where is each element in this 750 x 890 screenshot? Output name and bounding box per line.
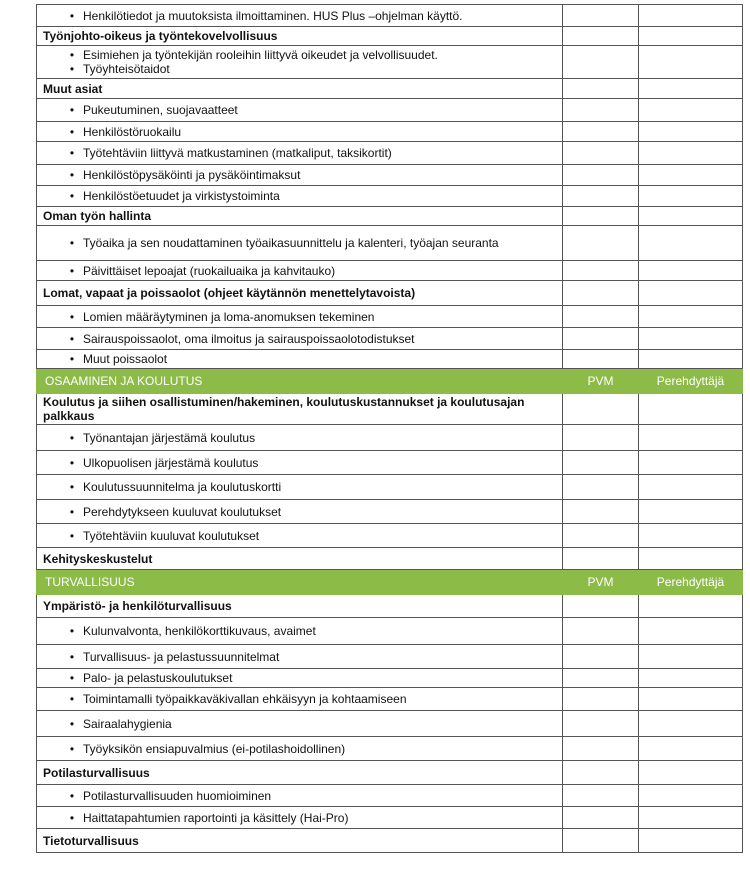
checklist-item-row bbox=[37, 350, 743, 369]
checklist-item-text: Henkilöstöruokailu bbox=[83, 124, 182, 139]
checklist-item-row bbox=[37, 500, 743, 524]
checklist-item-row bbox=[37, 186, 743, 207]
section-heading-row bbox=[37, 79, 743, 99]
instructor-cell bbox=[639, 669, 743, 688]
checklist-body bbox=[37, 5, 743, 853]
instructor-cell bbox=[639, 425, 743, 451]
checklist-item-text: Esimiehen ja työntekijän rooleihin liittyvä oikeudet ja velvollisuudet. bbox=[83, 48, 438, 62]
bullet-icon: • bbox=[69, 8, 75, 23]
bullet-icon: • bbox=[69, 189, 75, 203]
section-heading: Ympäristö- ja henkilöturvallisuus bbox=[37, 595, 563, 618]
instructor-cell bbox=[639, 688, 743, 711]
section-heading-row bbox=[37, 829, 743, 853]
date-cell bbox=[563, 807, 639, 829]
instructor-cell bbox=[639, 207, 743, 226]
date-cell bbox=[563, 27, 639, 46]
bullet-icon: • bbox=[69, 430, 75, 445]
checklist-item-row bbox=[37, 737, 743, 761]
instructor-cell bbox=[639, 475, 743, 500]
instructor-cell bbox=[639, 524, 743, 548]
checklist-item-text: Haittatapahtumien raportointi ja käsittely (Hai-Pro) bbox=[83, 810, 349, 825]
date-cell bbox=[563, 829, 639, 853]
checklist-item-row bbox=[37, 645, 743, 669]
bullet-icon: • bbox=[69, 124, 75, 139]
date-cell bbox=[563, 261, 639, 281]
instructor-cell bbox=[639, 618, 743, 645]
bullet-icon: • bbox=[69, 810, 75, 825]
section-heading-row bbox=[37, 281, 743, 306]
category-header-row bbox=[37, 570, 743, 595]
category-title: TURVALLISUUS bbox=[37, 570, 563, 595]
date-column-header: PVM bbox=[563, 369, 639, 394]
instructor-cell bbox=[639, 645, 743, 669]
checklist-item-row bbox=[37, 306, 743, 328]
section-heading-row bbox=[37, 27, 743, 46]
section-heading-row bbox=[37, 548, 743, 570]
checklist-item-text: Työnantajan järjestämä koulutus bbox=[83, 430, 256, 445]
instructor-cell bbox=[639, 350, 743, 369]
checklist-item-row bbox=[37, 46, 743, 79]
instructor-cell bbox=[639, 306, 743, 328]
checklist-item-row bbox=[37, 99, 743, 122]
date-cell bbox=[563, 595, 639, 618]
instructor-cell bbox=[639, 99, 743, 122]
checklist-item-text: Työaika ja sen noudattaminen työaikasuunnittelu ja kalenteri, työajan seuranta bbox=[83, 236, 499, 250]
instructor-cell bbox=[639, 328, 743, 350]
bullet-icon: • bbox=[69, 649, 75, 664]
section-heading: Lomat, vapaat ja poissaolot (ohjeet käytännön menettelytavoista) bbox=[37, 281, 563, 306]
date-cell bbox=[563, 500, 639, 524]
date-cell bbox=[563, 142, 639, 165]
date-cell bbox=[563, 306, 639, 328]
section-heading-row bbox=[37, 207, 743, 226]
bullet-icon: • bbox=[69, 504, 75, 519]
checklist-item-row bbox=[37, 226, 743, 261]
checklist-item-row bbox=[37, 425, 743, 451]
checklist-item-text: Turvallisuus- ja pelastussuunnitelmat bbox=[83, 649, 280, 664]
checklist-item-text: Perehdytykseen kuuluvat koulutukset bbox=[83, 504, 282, 519]
checklist-item-text: Kulunvalvonta, henkilökorttikuvaus, avaimet bbox=[83, 624, 316, 638]
bullet-icon: • bbox=[69, 146, 75, 160]
date-cell bbox=[563, 645, 639, 669]
bullet-icon: • bbox=[69, 741, 75, 756]
date-cell bbox=[563, 281, 639, 306]
instructor-cell bbox=[639, 186, 743, 207]
bullet-icon: • bbox=[69, 309, 75, 324]
instructor-cell bbox=[639, 761, 743, 785]
date-cell bbox=[563, 451, 639, 475]
date-cell bbox=[563, 548, 639, 570]
checklist-item-row bbox=[37, 669, 743, 688]
checklist-item-text: Koulutussuunnitelma ja koulutuskortti bbox=[83, 480, 282, 494]
instructor-cell bbox=[639, 500, 743, 524]
section-heading: Oman työn hallinta bbox=[37, 207, 563, 226]
checklist-item-row bbox=[37, 451, 743, 475]
instructor-cell bbox=[639, 142, 743, 165]
date-cell bbox=[563, 737, 639, 761]
checklist-item-text: Henkilöstöetuudet ja virkistystoiminta bbox=[83, 189, 280, 203]
checklist-item-row bbox=[37, 142, 743, 165]
section-heading: Potilasturvallisuus bbox=[37, 761, 563, 785]
date-cell bbox=[563, 186, 639, 207]
date-column-header: PVM bbox=[563, 570, 639, 595]
instructor-cell bbox=[639, 807, 743, 829]
checklist-item-row bbox=[37, 688, 743, 711]
bullet-icon: • bbox=[69, 692, 75, 706]
bullet-icon: • bbox=[69, 62, 75, 76]
checklist-document bbox=[36, 4, 742, 853]
checklist-item-text: Henkilötiedot ja muutoksista ilmoittaminen. HUS Plus –ohjelman käyttö. bbox=[83, 8, 463, 23]
instructor-column-header: Perehdyttäjä bbox=[639, 570, 743, 595]
instructor-cell bbox=[639, 5, 743, 27]
date-cell bbox=[563, 761, 639, 785]
checklist-item-text: Työyksikön ensiapuvalmius (ei-potilashoidollinen) bbox=[83, 741, 346, 756]
instructor-cell bbox=[639, 829, 743, 853]
instructor-cell bbox=[639, 281, 743, 306]
checklist-item-row bbox=[37, 328, 743, 350]
date-cell bbox=[563, 46, 639, 79]
instructor-cell bbox=[639, 737, 743, 761]
checklist-item-text: Työtehtäviin liittyvä matkustaminen (matkaliput, taksikortit) bbox=[83, 146, 392, 160]
date-cell bbox=[563, 328, 639, 350]
date-cell bbox=[563, 79, 639, 99]
checklist-item-text: Työyhteisötaidot bbox=[83, 62, 170, 76]
instructor-cell bbox=[639, 785, 743, 807]
bullet-icon: • bbox=[69, 263, 75, 278]
checklist-item-text: Sairaalahygienia bbox=[83, 716, 172, 731]
checklist-item-row bbox=[37, 475, 743, 500]
bullet-icon: • bbox=[69, 352, 75, 366]
checklist-item-text: Työtehtäviin kuuluvat koulutukset bbox=[83, 528, 260, 543]
date-cell bbox=[563, 394, 639, 425]
checklist-table bbox=[36, 4, 743, 853]
section-heading-row bbox=[37, 394, 743, 425]
date-cell bbox=[563, 711, 639, 737]
checklist-item-row bbox=[37, 785, 743, 807]
instructor-cell bbox=[639, 394, 743, 425]
bullet-icon: • bbox=[69, 331, 75, 346]
date-cell bbox=[563, 524, 639, 548]
bullet-icon: • bbox=[69, 528, 75, 543]
section-heading: Koulutus ja siihen osallistuminen/hakeminen, koulutuskustannukset ja koulutusajan palkkaus bbox=[37, 394, 563, 425]
checklist-item-text: Henkilöstöpysäköinti ja pysäköintimaksut bbox=[83, 168, 301, 182]
checklist-item-row bbox=[37, 618, 743, 645]
bullet-icon: • bbox=[69, 48, 75, 62]
checklist-item-row bbox=[37, 807, 743, 829]
instructor-cell bbox=[639, 261, 743, 281]
instructor-cell bbox=[639, 226, 743, 261]
checklist-item-row bbox=[37, 165, 743, 186]
bullet-icon: • bbox=[69, 788, 75, 803]
section-heading: Tietoturvallisuus bbox=[37, 829, 563, 853]
date-cell bbox=[563, 350, 639, 369]
checklist-item-text: Lomien määräytyminen ja loma-anomuksen tekeminen bbox=[83, 309, 375, 324]
date-cell bbox=[563, 99, 639, 122]
bullet-icon: • bbox=[69, 236, 75, 250]
checklist-item-text: Sairauspoissaolot, oma ilmoitus ja sairauspoissaolotodistukset bbox=[83, 331, 415, 346]
checklist-item-text: Päivittäiset lepoajat (ruokailuaika ja kahvitauko) bbox=[83, 263, 336, 278]
date-cell bbox=[563, 226, 639, 261]
instructor-cell bbox=[639, 165, 743, 186]
checklist-item-row bbox=[37, 711, 743, 737]
date-cell bbox=[563, 669, 639, 688]
instructor-cell bbox=[639, 451, 743, 475]
checklist-item-row bbox=[37, 261, 743, 281]
checklist-item-text: Palo- ja pelastuskoulutukset bbox=[83, 671, 233, 685]
section-heading: Kehityskeskustelut bbox=[37, 548, 563, 570]
date-cell bbox=[563, 688, 639, 711]
category-header-row bbox=[37, 369, 743, 394]
checklist-item-text: Potilasturvallisuuden huomioiminen bbox=[83, 788, 272, 803]
instructor-cell bbox=[639, 548, 743, 570]
date-cell bbox=[563, 122, 639, 142]
bullet-icon: • bbox=[69, 671, 75, 685]
instructor-cell bbox=[639, 122, 743, 142]
instructor-cell bbox=[639, 27, 743, 46]
date-cell bbox=[563, 475, 639, 500]
instructor-column-header: Perehdyttäjä bbox=[639, 369, 743, 394]
date-cell bbox=[563, 165, 639, 186]
checklist-item-text: Ulkopuolisen järjestämä koulutus bbox=[83, 455, 259, 470]
bullet-icon: • bbox=[69, 455, 75, 470]
date-cell bbox=[563, 5, 639, 27]
checklist-item-text: Muut poissaolot bbox=[83, 352, 168, 366]
date-cell bbox=[563, 618, 639, 645]
bullet-icon: • bbox=[69, 103, 75, 117]
bullet-icon: • bbox=[69, 480, 75, 494]
instructor-cell bbox=[639, 711, 743, 737]
date-cell bbox=[563, 207, 639, 226]
instructor-cell bbox=[639, 595, 743, 618]
checklist-item-row bbox=[37, 5, 743, 27]
date-cell bbox=[563, 425, 639, 451]
instructor-cell bbox=[639, 46, 743, 79]
section-heading-row bbox=[37, 761, 743, 785]
date-cell bbox=[563, 785, 639, 807]
checklist-item-row bbox=[37, 524, 743, 548]
bullet-icon: • bbox=[69, 624, 75, 638]
bullet-icon: • bbox=[69, 716, 75, 731]
section-heading-row bbox=[37, 595, 743, 618]
section-heading: Muut asiat bbox=[37, 79, 563, 99]
checklist-item-row bbox=[37, 122, 743, 142]
section-heading: Työnjohto-oikeus ja työntekovelvollisuus bbox=[37, 27, 563, 46]
category-title: OSAAMINEN JA KOULUTUS bbox=[37, 369, 563, 394]
instructor-cell bbox=[639, 79, 743, 99]
checklist-item-text: Toimintamalli työpaikkaväkivallan ehkäisyyn ja kohtaamiseen bbox=[83, 692, 407, 706]
checklist-item-text: Pukeutuminen, suojavaatteet bbox=[83, 103, 238, 117]
bullet-icon: • bbox=[69, 168, 75, 182]
